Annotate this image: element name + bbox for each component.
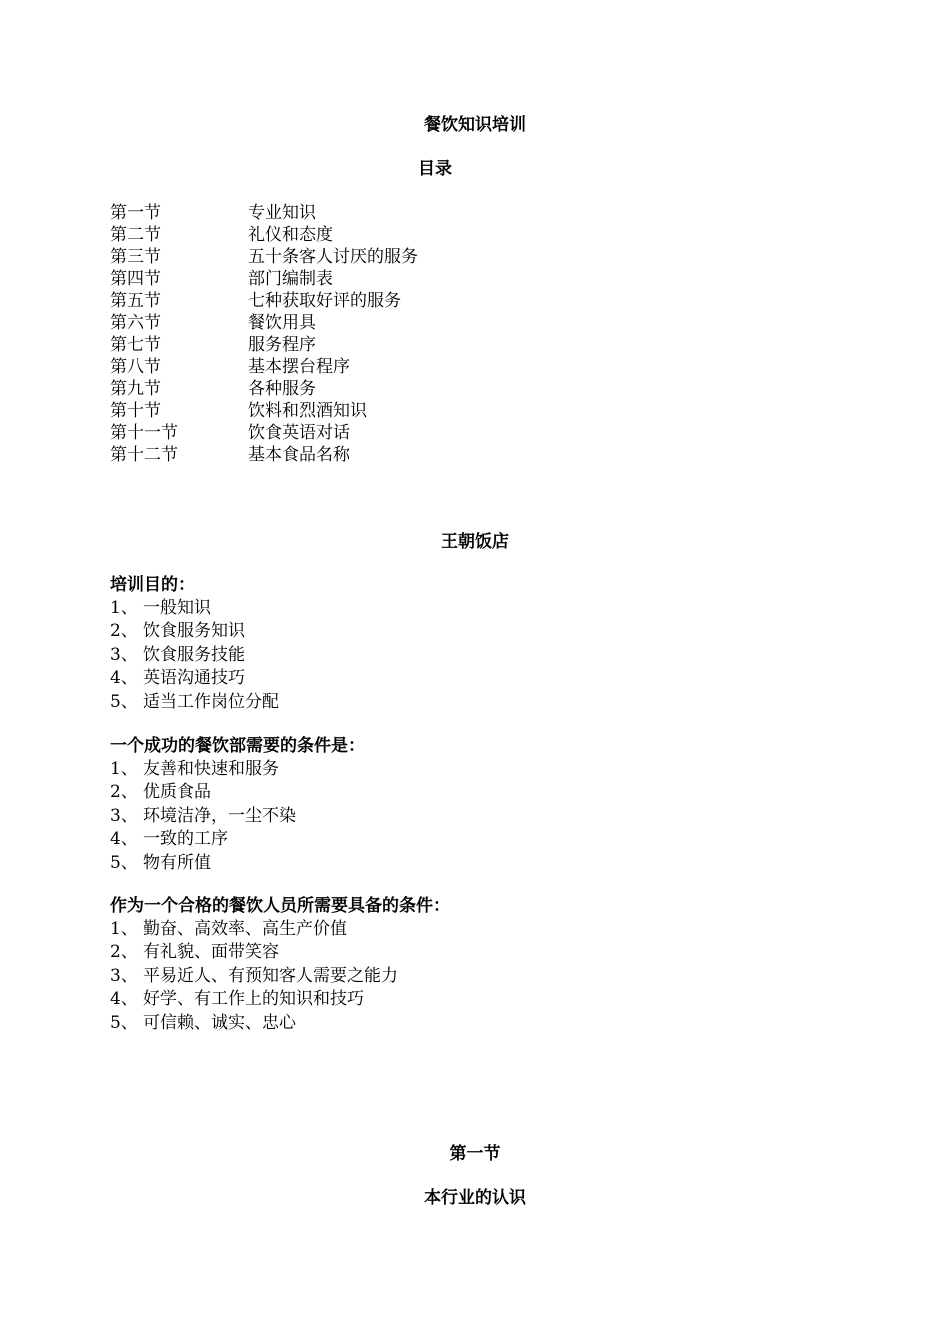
list-item-text: 优质食品 [143, 782, 211, 803]
toc-section-number: 第三节 [110, 247, 161, 267]
chapter-heading: 第一节 [449, 1144, 501, 1164]
list-item-text: 饮食服务知识 [143, 621, 245, 642]
toc-section-title: 基本食品名称 [248, 445, 350, 465]
list-item-number: 2、 [110, 621, 138, 642]
staff-requirements-section [110, 895, 810, 1035]
list-item [110, 667, 810, 690]
list-item-number: 1、 [110, 598, 138, 618]
toc-row [110, 356, 610, 378]
toc-section-title: 服务程序 [248, 335, 316, 355]
list-item-text: 英语沟通技巧 [143, 668, 245, 689]
toc-row [110, 422, 610, 444]
toc-section-number: 第四节 [110, 269, 161, 289]
list-item [110, 597, 810, 620]
toc-heading: 目录 [418, 159, 452, 179]
section-heading: 培训目的： [110, 575, 195, 595]
list-item-number: 5、 [110, 691, 138, 712]
list-item-text: 勤奋、高效率、高生产价值 [143, 919, 347, 939]
list-item-text: 饮食服务技能 [143, 644, 245, 665]
toc-section-title: 五十条客人讨厌的服务 [248, 247, 418, 267]
toc-row [110, 444, 610, 466]
list-item [110, 1012, 810, 1035]
list-item-number: 1、 [110, 919, 138, 939]
list-item-text: 平易近人、有预知客人需要之能力 [143, 965, 398, 986]
list-item [110, 941, 810, 964]
list-item-text: 好学、有工作上的知识和技巧 [143, 989, 364, 1010]
toc-section-title: 各种服务 [248, 379, 316, 399]
list-item-text: 友善和快速和服务 [143, 759, 279, 779]
list-item [110, 828, 810, 851]
section-heading: 作为一个合格的餐饮人员所需要具备的条件： [110, 896, 450, 916]
list-item-text: 一般知识 [143, 598, 211, 618]
toc-section-number: 第十节 [110, 401, 161, 421]
list-item-number: 4、 [110, 989, 138, 1010]
list-item [110, 965, 810, 988]
section-heading: 一个成功的餐饮部需要的条件是： [110, 736, 365, 756]
chapter-subheading: 本行业的认识 [424, 1188, 526, 1208]
toc-section-title: 饮料和烈酒知识 [248, 401, 367, 421]
list-item-number: 3、 [110, 965, 138, 986]
list-item [110, 620, 810, 643]
toc-row [110, 246, 610, 268]
toc-row [110, 202, 610, 224]
list-item-text: 有礼貌、面带笑容 [143, 942, 279, 963]
list-item [110, 805, 810, 828]
toc-row [110, 400, 610, 422]
list-item-number: 1、 [110, 759, 138, 779]
training-goals-section [110, 574, 810, 714]
toc-section-number: 第七节 [110, 335, 161, 355]
toc-section-title: 基本摆台程序 [248, 357, 350, 377]
toc-section-title: 七种获取好评的服务 [248, 291, 401, 311]
toc-section-number: 第九节 [110, 379, 161, 399]
list-item [110, 852, 810, 875]
list-item-number: 4、 [110, 668, 138, 689]
list-item-number: 2、 [110, 782, 138, 803]
toc-section-title: 餐饮用具 [248, 313, 316, 333]
list-item [110, 758, 810, 781]
list-item [110, 988, 810, 1011]
toc-section-title: 礼仪和态度 [248, 225, 333, 245]
toc-row [110, 378, 610, 400]
table-of-contents [110, 202, 610, 466]
list-item-number: 2、 [110, 942, 138, 963]
list-item-number: 3、 [110, 805, 138, 826]
success-conditions-section [110, 735, 810, 875]
toc-row [110, 290, 610, 312]
toc-section-number: 第八节 [110, 357, 161, 377]
list-item [110, 781, 810, 804]
toc-row [110, 334, 610, 356]
list-item-text: 环境洁净，一尘不染 [143, 805, 296, 826]
list-item-text: 物有所值 [143, 852, 211, 873]
toc-row [110, 224, 610, 246]
list-item-number: 4、 [110, 829, 138, 850]
document-title: 餐饮知识培训 [424, 115, 526, 135]
list-item-text: 可信赖、诚实、忠心 [143, 1012, 296, 1033]
toc-section-title: 专业知识 [248, 203, 316, 223]
toc-section-number: 第十一节 [110, 423, 178, 443]
toc-section-number: 第二节 [110, 225, 161, 245]
toc-section-number: 第五节 [110, 291, 161, 311]
list-item-number: 5、 [110, 1012, 138, 1033]
list-item-number: 5、 [110, 852, 138, 873]
list-item [110, 644, 810, 667]
toc-section-title: 饮食英语对话 [248, 423, 350, 443]
toc-row [110, 268, 610, 290]
list-item-number: 3、 [110, 644, 138, 665]
toc-row [110, 312, 610, 334]
hotel-name: 王朝饭店 [441, 532, 509, 552]
list-item [110, 918, 810, 941]
toc-section-number: 第十二节 [110, 445, 178, 465]
list-item-text: 一致的工序 [143, 829, 228, 850]
toc-section-number: 第一节 [110, 203, 161, 223]
list-item-text: 适当工作岗位分配 [143, 691, 279, 712]
toc-section-number: 第六节 [110, 313, 161, 333]
toc-section-title: 部门编制表 [248, 269, 333, 289]
list-item [110, 691, 810, 714]
